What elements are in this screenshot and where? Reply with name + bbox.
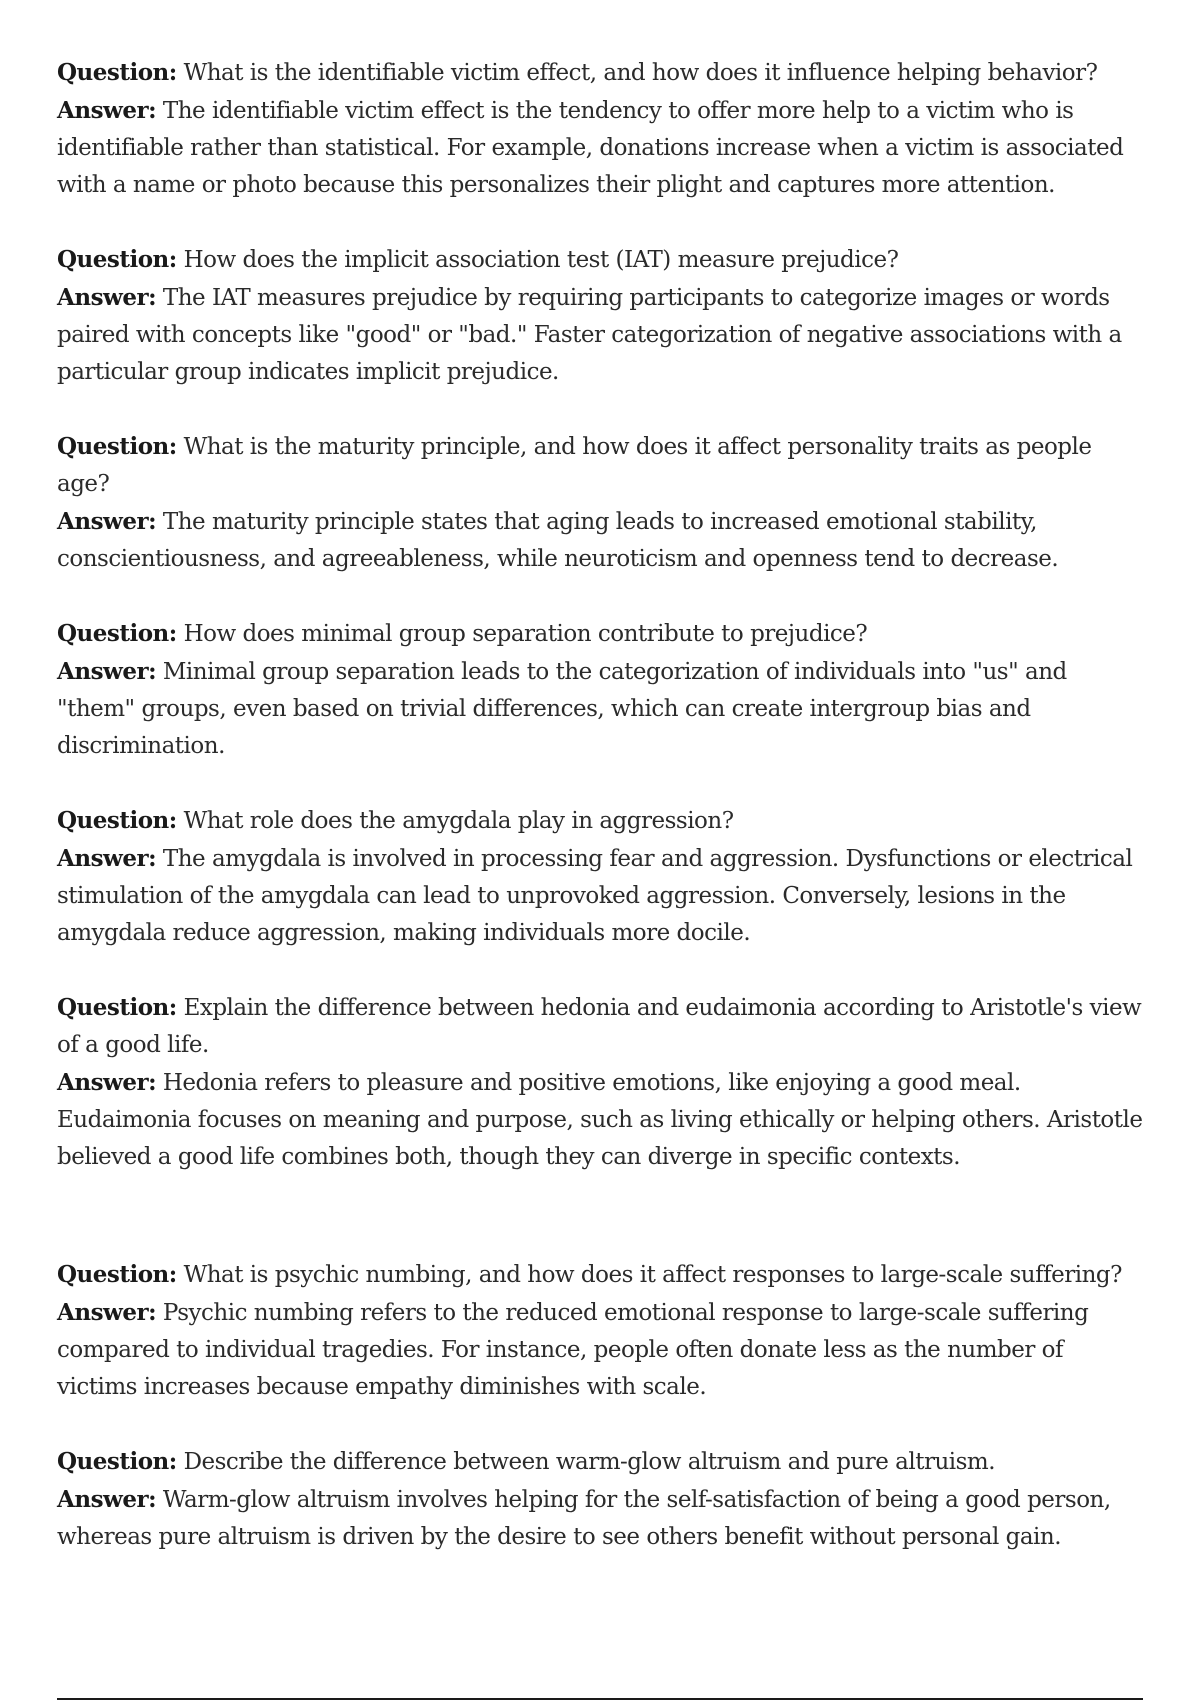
answer-label: Answer: (57, 284, 157, 311)
qa-block-8 (57, 1443, 1147, 1556)
answer-label: Answer: (57, 1299, 157, 1326)
answer-label: Answer: (57, 1069, 157, 1096)
answer-text: The amygdala is involved in processing fear and aggression. Dysfunctions or electrical stimulation of the amygdala can lead to unprovoked aggression. Conversely, lesions in the amygdala reduce aggression, making individuals more docile. (57, 846, 1133, 946)
answer-line (57, 653, 1147, 765)
question-line (57, 802, 1147, 840)
question-text: What role does the amygdala play in aggression? (176, 808, 734, 834)
answer-text: Minimal group separation leads to the categorization of individuals into "us" and "them" groups, even based on trivial differences, which can create intergroup bias and discrimination. (57, 659, 1067, 759)
question-text: What is psychic numbing, and how does it affect responses to large-scale suffering? (176, 1262, 1122, 1288)
answer-text: The identifiable victim effect is the tendency to offer more help to a victim who is identifiable rather than statistical. For example, donations increase when a victim is associated with a name or photo because this personalizes their plight and captures more attention. (57, 98, 1124, 198)
answer-line (57, 1481, 1147, 1556)
answer-text: Psychic numbing refers to the reduced emotional response to large-scale suffering compared to individual tragedies. For instance, people often donate less as the number of victims increases because empathy diminishes with scale. (57, 1300, 1089, 1400)
qa-block-3 (57, 428, 1147, 578)
question-line (57, 428, 1147, 503)
question-line (57, 241, 1147, 279)
question-line (57, 1443, 1147, 1481)
question-label: Question: (57, 807, 177, 834)
answer-text: The IAT measures prejudice by requiring participants to categorize images or words paired with concepts like "good" or "bad." Faster categorization of negative associations with a particular group indicates implicit prejudice. (57, 285, 1122, 385)
question-label: Question: (57, 433, 177, 460)
qa-block-2 (57, 241, 1147, 391)
question-label: Question: (57, 246, 177, 273)
question-line (57, 1256, 1147, 1294)
question-line (57, 54, 1147, 92)
answer-label: Answer: (57, 845, 157, 872)
question-text: What is the identifiable victim effect, and how does it influence helping behavior? (176, 60, 1098, 86)
question-label: Question: (57, 620, 177, 647)
answer-line (57, 503, 1147, 578)
answer-label: Answer: (57, 658, 157, 685)
answer-line (57, 1294, 1147, 1406)
document-page (57, 54, 1147, 1593)
answer-line (57, 1064, 1147, 1176)
answer-label: Answer: (57, 508, 157, 535)
question-text: How does the implicit association test (IAT) measure prejudice? (176, 247, 899, 273)
question-label: Question: (57, 1448, 177, 1475)
answer-text: The maturity principle states that aging leads to increased emotional stability, conscientiousness, and agreeableness, while neuroticism and openness tend to decrease. (57, 509, 1059, 572)
qa-block-1 (57, 54, 1147, 204)
question-label: Question: (57, 1261, 177, 1288)
answer-label: Answer: (57, 1486, 157, 1513)
answer-line (57, 840, 1147, 952)
answer-line (57, 92, 1147, 204)
question-text: How does minimal group separation contribute to prejudice? (176, 621, 868, 647)
qa-block-7 (57, 1256, 1147, 1406)
question-line (57, 615, 1147, 653)
qa-block-4 (57, 615, 1147, 765)
question-label: Question: (57, 994, 177, 1021)
qa-block-5 (57, 802, 1147, 952)
answer-text: Hedonia refers to pleasure and positive emotions, like enjoying a good meal. Eudaimonia focuses on meaning and purpose, such as living ethically or helping others. Aristotle believed a good life combines both, though they can diverge in specific contexts. (57, 1070, 1143, 1170)
question-label: Question: (57, 59, 177, 86)
answer-text: Warm-glow altruism involves helping for the self-satisfaction of being a good person, whereas pure altruism is driven by the desire to see others benefit without personal gain. (57, 1487, 1111, 1550)
answer-label: Answer: (57, 97, 157, 124)
qa-block-6 (57, 989, 1147, 1176)
question-text: What is the maturity principle, and how does it affect personality traits as people age? (57, 434, 1092, 497)
question-text: Describe the difference between warm-glow altruism and pure altruism. (176, 1449, 996, 1475)
question-line (57, 989, 1147, 1064)
answer-line (57, 279, 1147, 391)
question-text: Explain the difference between hedonia and eudaimonia according to Aristotle's view of a good life. (57, 995, 1142, 1058)
